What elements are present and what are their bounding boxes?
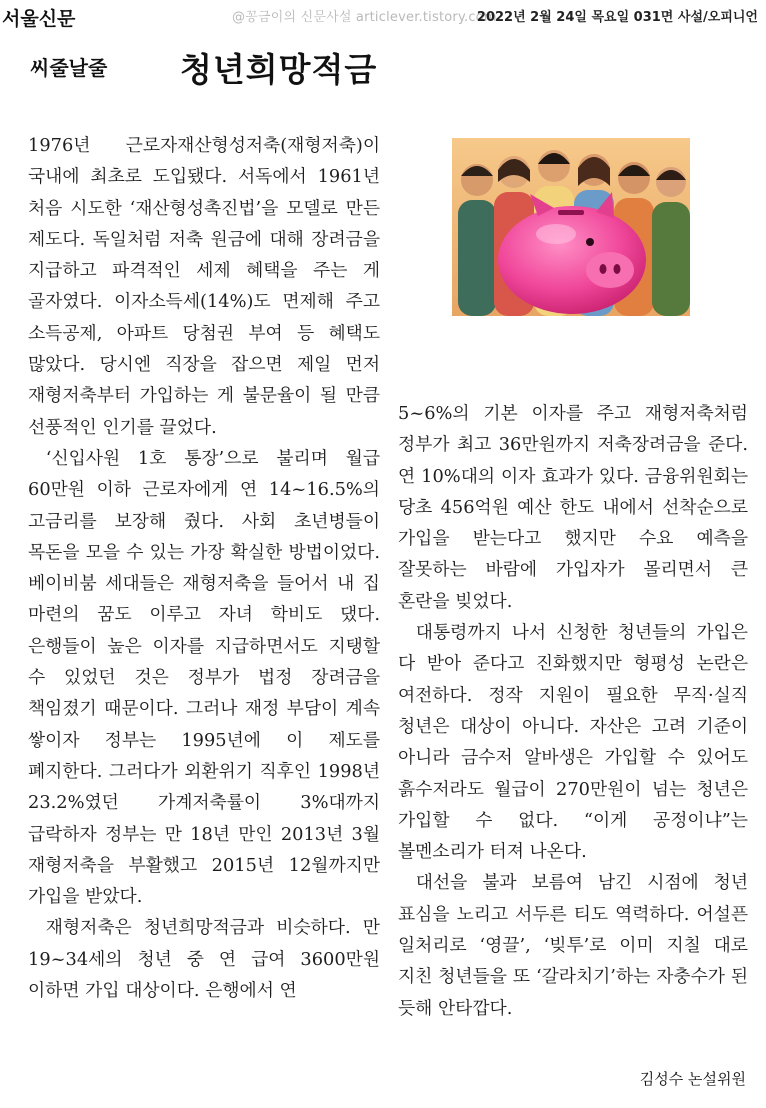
article-body-left-column [28,130,380,1006]
article-headline: 청년희망적금 [180,50,378,89]
newspaper-name: 서울신문 [2,8,76,30]
article-body-right-column [398,398,748,1024]
piggy-bank-illustration [452,138,690,316]
article-paragraph: 대통령까지 나서 신청한 청년들의 가입은 다 받아 준다고 진화했지만 형평성 논란은 여전하다. 정작 지원이 필요한 무직·실직 청년은 대상이 아니다. 자산은 고려 기준이 아니라 금수저 알바생은 가입할 수 있어도 흙수저라도 월급이 270만원이 넘는 청년은 가입할 수 없다. “이게 공정이냐”는 볼멘소리가 터져 나온다. [398,622,748,863]
article-paragraph: 재형저축은 청년희망적금과 비슷하다. 만 19~34세의 청년 중 연 급여 3600만원 이하면 가입 대상이다. 은행에서 연 [28,917,380,1002]
article-paragraph: ‘신입사원 1호 통장’으로 불리며 월급 60만원 이하 근로자에게 연 14~16.5%의 고금리를 보장해 줬다. 사회 초년병들이 목돈을 모을 수 있는 가장 확실한 방법이었다. 베이비붐 세대들은 재형저축을 들어서 내 집 마련의 꿈도 이루고 자녀 학비도 댔다. 은행들이 높은 이자를 지급하면서도 지탱할 수 있었던 것은 정부가 법정 장려금을 책임졌기 때문이다. 그러나 재정 부담이 계속 쌓이자 정부는 1995년에 이 제도를 폐지한다. 그러다가 외환위기 직후인 1998년 23.2%였던 가계저축률이 3%대까지 급락하자 정부는 만 18년 만인 2013년 3월 재형저축을 부활했고 2015년 12월까지만 가입을 받았다. [28,447,380,908]
masthead [0,0,766,34]
article-paragraph: 대선을 불과 보름여 남긴 시점에 청년 표심을 노리고 서두른 티도 역력하다. 어설픈 일처리로 ‘영끌’, ‘빚투’로 이미 지칠 대로 지친 청년들을 또 ‘갈라치기’하는 자충수가 된 듯해 안타깝다. [398,872,748,1019]
article-paragraph: 5~6%의 기본 이자를 주고 재형저축처럼 정부가 최고 36만원까지 저축장려금을 준다. 연 10%대의 이자 효과가 있다. 금융위원회는 당초 456억원 예산 한도 내에서 선착순으로 가입을 받는다고 했지만 수요 예측을 잘못하는 바람에 가입자가 몰리면서 큰 혼란을 빚었다. [398,403,748,612]
article-paragraph: 1976년 근로자재산형성저축(재형저축)이 국내에 최초로 도입됐다. 서독에서 1961년 처음 시도한 ‘재산형성촉진법’을 모델로 만든 제도다. 독일처럼 저축 원금에 대해 장려금을 지급하고 파격적인 세제 혜택을 주는 게 골자였다. 이자소득세(14%)도 면제해 주고 소득공제, 아파트 당첨권 부여 등 혜택도 많았다. 당시엔 직장을 잡으면 제일 먼저 재형저축부터 가입하는 게 불문율이 될 만큼 선풍적인 인기를 끌었다. [28,135,380,438]
column-tag: 씨줄날줄 [30,56,108,80]
blog-watermark: @꽁금이의 신문사설 articlever.tistory.com [232,10,497,25]
dateline: 2022년 2월 24일 목요일 031면 사설/오피니언 [476,10,758,25]
byline: 김성수 논설위원 [639,1070,746,1088]
